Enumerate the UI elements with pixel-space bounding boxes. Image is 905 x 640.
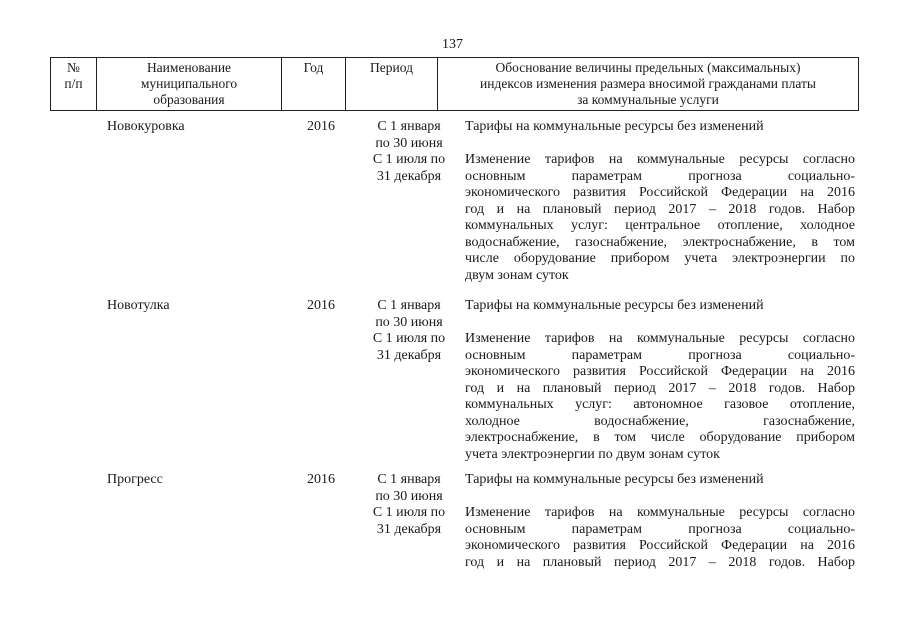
row-municipality-name: Новокуровка [107,119,185,134]
row-period-first-half [356,298,462,331]
row-period-second-half [356,505,462,538]
row-period-second-half [356,331,462,364]
header-col-name-line: Наименование [146,60,232,75]
table-header [50,57,859,111]
reason-line: Изменение тарифов на коммунальные ресурсы согласно [465,152,855,167]
header-col-number-line: № [67,60,80,75]
reason-line: год и на плановый период 2017 – 2018 годов. Набор [465,554,855,570]
row-reason-unchanged: Тарифы на коммунальные ресурсы без изменений [465,472,764,487]
reason-line: коммунальных услуг: автономное газовое отопление, [465,397,855,412]
period-line: по 30 июня [375,488,443,504]
reason-line: основным параметрам прогноза социально- [465,347,855,363]
row-municipality-name: Новотулка [107,298,170,313]
header-col-name [97,58,282,110]
row-reason-change [465,505,855,571]
period-line: С 1 января [377,298,441,313]
header-col-reason-line: Обоснование величины предельных (максимальных) [495,60,801,75]
reason-line: основным параметрам прогноза социально- [465,521,855,537]
reason-line: экономического развития Российской Федерации на 2016 [465,538,855,553]
header-col-reason-line: за коммунальные услуги [577,92,719,107]
reason-line: экономического развития Российской Федерации на 2016 [465,185,855,200]
reason-line: числе оборудование прибором учета электроэнергии по [465,251,855,266]
row-year: 2016 [307,119,335,134]
reason-line: учета электроэнергии по двум зонам суток [465,446,720,462]
reason-line: экономического развития Российской Федерации на 2016 [465,364,855,379]
row-municipality-name: Прогресс [107,472,163,487]
row-period-first-half [356,472,462,505]
header-col-year: Год [282,58,346,110]
row-reason-change [465,152,855,284]
period-line: С 1 июля по [372,331,446,346]
period-line: С 1 января [377,119,441,134]
period-line: по 30 июня [375,135,443,151]
period-line: С 1 июля по [372,152,446,167]
row-reason-unchanged: Тарифы на коммунальные ресурсы без изменений [465,119,764,134]
period-line: 31 декабря [376,347,442,363]
reason-line: коммунальных услуг: центральное отопление, холодное [465,218,855,233]
header-col-number [51,58,97,110]
row-year: 2016 [307,298,335,313]
page-number: 137 [442,37,463,52]
period-line: С 1 января [377,472,441,487]
period-line: С 1 июля по [372,505,446,520]
header-col-name-line: муниципального [140,76,238,91]
row-period-second-half [356,152,462,185]
period-line: 31 декабря [376,521,442,537]
reason-line: двум зонам суток [465,267,569,283]
reason-line: Изменение тарифов на коммунальные ресурсы согласно [465,331,855,346]
reason-line: год и на плановый период 2017 – 2018 годов. Набор [465,201,855,217]
reason-line: Изменение тарифов на коммунальные ресурсы согласно [465,505,855,520]
header-col-reason [438,58,858,110]
header-col-name-line: образования [153,92,225,107]
row-year: 2016 [307,472,335,487]
period-line: 31 декабря [376,168,442,184]
header-col-number-line: п/п [64,76,83,91]
row-reason-unchanged: Тарифы на коммунальные ресурсы без изменений [465,298,764,313]
period-line: по 30 июня [375,314,443,330]
reason-line: электроснабжение, в том числе оборудование прибором [465,430,855,445]
row-period-first-half [356,119,462,152]
reason-line: водоснабжение, газоснабжение, электроснабжение, в том [465,234,855,250]
reason-line: холодное водоснабжение, газоснабжение, [465,413,855,429]
reason-line: основным параметрам прогноза социально- [465,168,855,184]
header-col-period: Период [346,58,438,110]
row-reason-change [465,331,855,463]
header-col-reason-line: индексов изменения размера вносимой гражданами платы [480,76,816,91]
reason-line: год и на плановый период 2017 – 2018 годов. Набор [465,380,855,396]
